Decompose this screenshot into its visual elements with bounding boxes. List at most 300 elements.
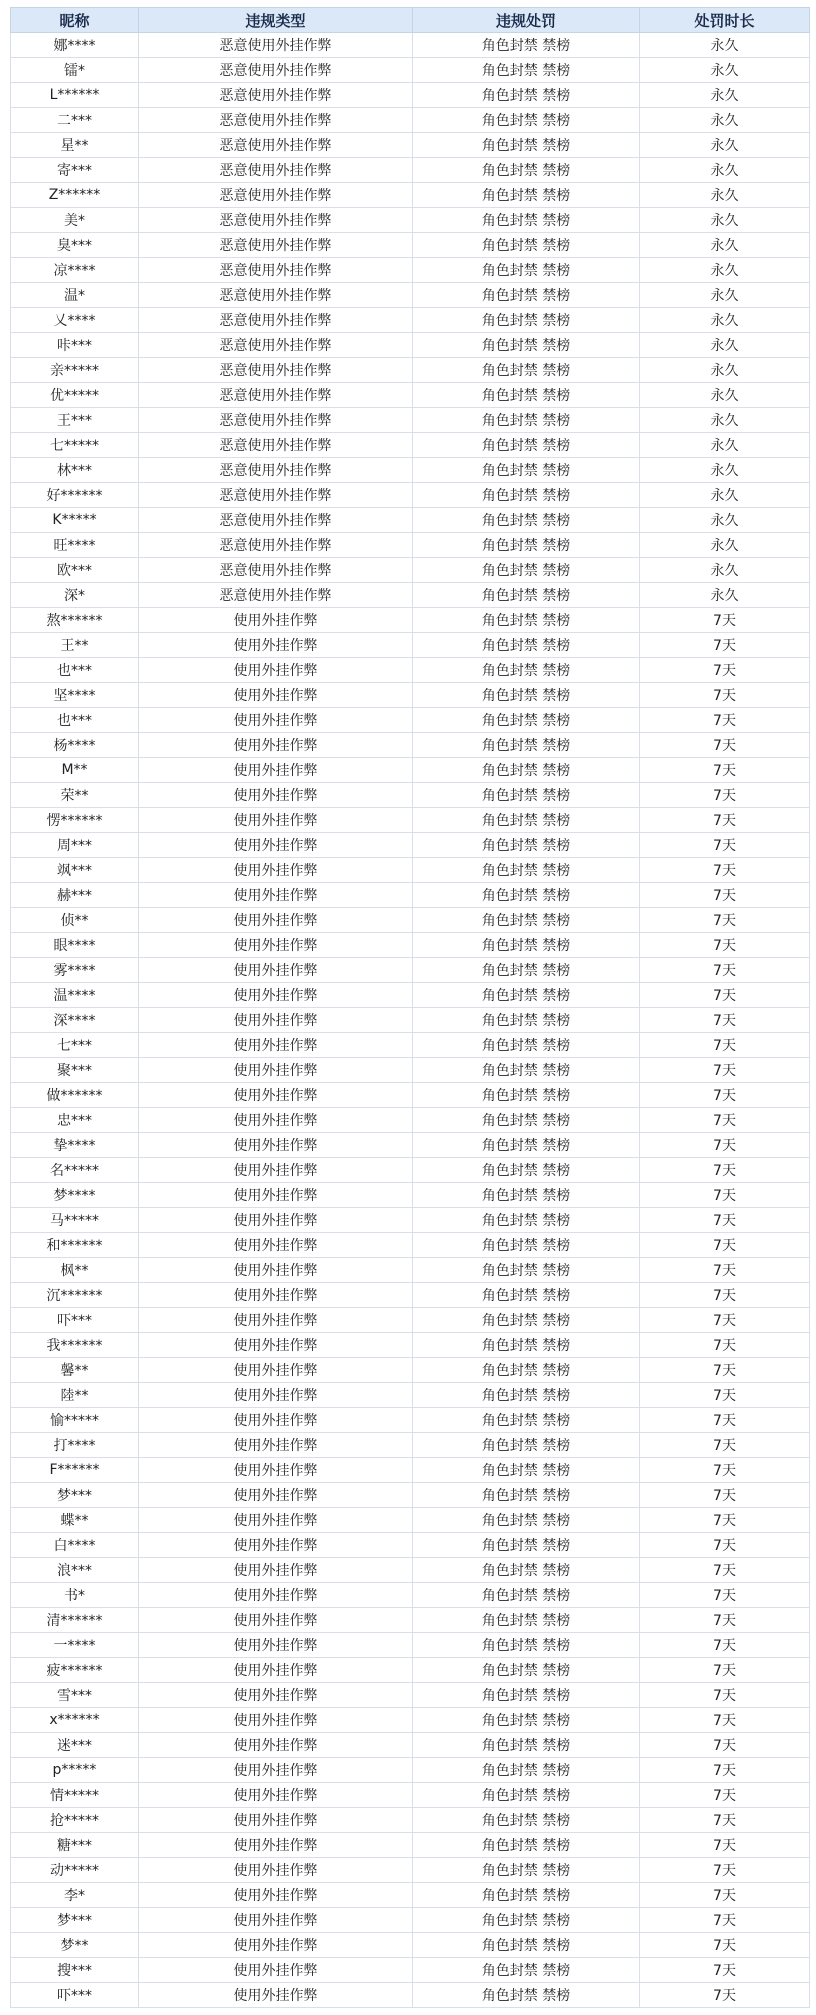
cell-violation-type: 使用外挂作弊 (139, 1858, 413, 1883)
cell-penalty: 角色封禁 禁榜 (413, 133, 640, 158)
cell-nickname: 也*** (11, 658, 139, 683)
table-row (11, 1408, 810, 1433)
cell-duration: 7天 (640, 983, 810, 1008)
cell-nickname: 美* (11, 208, 139, 233)
table-row (11, 383, 810, 408)
table-row (11, 1633, 810, 1658)
cell-violation-type: 使用外挂作弊 (139, 1933, 413, 1958)
cell-duration: 7天 (640, 1233, 810, 1258)
table-row (11, 1358, 810, 1383)
cell-nickname: 七*** (11, 1033, 139, 1058)
cell-nickname: 糖*** (11, 1833, 139, 1858)
table-row (11, 433, 810, 458)
cell-penalty: 角色封禁 禁榜 (413, 1758, 640, 1783)
cell-penalty: 角色封禁 禁榜 (413, 908, 640, 933)
cell-penalty: 角色封禁 禁榜 (413, 833, 640, 858)
cell-penalty: 角色封禁 禁榜 (413, 1108, 640, 1133)
cell-nickname: 搜*** (11, 1958, 139, 1983)
cell-nickname: x****** (11, 1708, 139, 1733)
cell-duration: 永久 (640, 583, 810, 608)
cell-nickname: 书* (11, 1583, 139, 1608)
cell-violation-type: 恶意使用外挂作弊 (139, 333, 413, 358)
cell-penalty: 角色封禁 禁榜 (413, 1808, 640, 1833)
cell-violation-type: 使用外挂作弊 (139, 1183, 413, 1208)
cell-violation-type: 使用外挂作弊 (139, 933, 413, 958)
cell-duration: 永久 (640, 158, 810, 183)
cell-nickname: 梦*** (11, 1483, 139, 1508)
cell-duration: 7天 (640, 1583, 810, 1608)
cell-penalty: 角色封禁 禁榜 (413, 33, 640, 58)
cell-penalty: 角色封禁 禁榜 (413, 1483, 640, 1508)
cell-duration: 7天 (640, 933, 810, 958)
cell-duration: 永久 (640, 108, 810, 133)
cell-penalty: 角色封禁 禁榜 (413, 1933, 640, 1958)
table-row (11, 533, 810, 558)
table-row (11, 508, 810, 533)
cell-nickname: 星** (11, 133, 139, 158)
table-row (11, 1333, 810, 1358)
header-duration: 处罚时长 (640, 8, 810, 33)
cell-penalty: 角色封禁 禁榜 (413, 808, 640, 833)
cell-duration: 7天 (640, 658, 810, 683)
cell-duration: 永久 (640, 483, 810, 508)
cell-nickname: 枫** (11, 1258, 139, 1283)
table-row (11, 1433, 810, 1458)
table-row (11, 808, 810, 833)
cell-duration: 7天 (640, 1483, 810, 1508)
cell-nickname: 咔*** (11, 333, 139, 358)
table-row (11, 1683, 810, 1708)
cell-penalty: 角色封禁 禁榜 (413, 708, 640, 733)
cell-duration: 7天 (640, 1358, 810, 1383)
cell-violation-type: 恶意使用外挂作弊 (139, 58, 413, 83)
cell-duration: 永久 (640, 533, 810, 558)
cell-violation-type: 恶意使用外挂作弊 (139, 408, 413, 433)
cell-penalty: 角色封禁 禁榜 (413, 233, 640, 258)
cell-nickname: p***** (11, 1758, 139, 1783)
table-row (11, 908, 810, 933)
cell-nickname: 蝶** (11, 1508, 139, 1533)
cell-nickname: 雾**** (11, 958, 139, 983)
cell-duration: 7天 (640, 1908, 810, 1933)
cell-violation-type: 使用外挂作弊 (139, 658, 413, 683)
cell-nickname: 浪*** (11, 1558, 139, 1583)
cell-duration: 7天 (640, 1833, 810, 1858)
table-row (11, 1383, 810, 1408)
cell-penalty: 角色封禁 禁榜 (413, 558, 640, 583)
cell-violation-type: 使用外挂作弊 (139, 1308, 413, 1333)
cell-duration: 永久 (640, 258, 810, 283)
cell-violation-type: 恶意使用外挂作弊 (139, 83, 413, 108)
table-row (11, 233, 810, 258)
table-row (11, 1208, 810, 1233)
cell-duration: 7天 (640, 1933, 810, 1958)
table-row (11, 1933, 810, 1958)
cell-nickname: 周*** (11, 833, 139, 858)
cell-violation-type: 使用外挂作弊 (139, 1483, 413, 1508)
cell-duration: 7天 (640, 1983, 810, 2008)
cell-duration: 7天 (640, 1308, 810, 1333)
cell-violation-type: 使用外挂作弊 (139, 1283, 413, 1308)
cell-penalty: 角色封禁 禁榜 (413, 358, 640, 383)
cell-nickname: 陸** (11, 1383, 139, 1408)
table-row (11, 258, 810, 283)
cell-duration: 7天 (640, 708, 810, 733)
cell-violation-type: 使用外挂作弊 (139, 1733, 413, 1758)
table-row (11, 308, 810, 333)
cell-duration: 7天 (640, 1208, 810, 1233)
cell-nickname: 动***** (11, 1858, 139, 1883)
cell-penalty: 角色封禁 禁榜 (413, 1533, 640, 1558)
cell-violation-type: 使用外挂作弊 (139, 1233, 413, 1258)
cell-violation-type: 使用外挂作弊 (139, 1358, 413, 1383)
table-row (11, 1058, 810, 1083)
cell-nickname: 镭* (11, 58, 139, 83)
table-row (11, 1883, 810, 1908)
cell-penalty: 角色封禁 禁榜 (413, 1208, 640, 1233)
cell-duration: 7天 (640, 1783, 810, 1808)
cell-penalty: 角色封禁 禁榜 (413, 758, 640, 783)
table-row (11, 1183, 810, 1208)
cell-violation-type: 使用外挂作弊 (139, 1258, 413, 1283)
cell-violation-type: 使用外挂作弊 (139, 758, 413, 783)
cell-nickname: 吓*** (11, 1308, 139, 1333)
cell-duration: 永久 (640, 133, 810, 158)
cell-violation-type: 使用外挂作弊 (139, 808, 413, 833)
table-row (11, 33, 810, 58)
cell-penalty: 角色封禁 禁榜 (413, 1033, 640, 1058)
cell-violation-type: 恶意使用外挂作弊 (139, 508, 413, 533)
table-row (11, 133, 810, 158)
table-row (11, 583, 810, 608)
cell-duration: 7天 (640, 633, 810, 658)
cell-penalty: 角色封禁 禁榜 (413, 733, 640, 758)
cell-duration: 7天 (640, 908, 810, 933)
table-row (11, 183, 810, 208)
cell-duration: 永久 (640, 283, 810, 308)
cell-penalty: 角色封禁 禁榜 (413, 383, 640, 408)
table-row (11, 633, 810, 658)
cell-penalty: 角色封禁 禁榜 (413, 583, 640, 608)
cell-penalty: 角色封禁 禁榜 (413, 1158, 640, 1183)
cell-duration: 7天 (640, 1383, 810, 1408)
cell-nickname: 白**** (11, 1533, 139, 1558)
cell-duration: 7天 (640, 1733, 810, 1758)
table-row (11, 58, 810, 83)
cell-violation-type: 使用外挂作弊 (139, 1083, 413, 1108)
cell-violation-type: 使用外挂作弊 (139, 1433, 413, 1458)
table-row (11, 933, 810, 958)
cell-nickname: 欧*** (11, 558, 139, 583)
cell-duration: 7天 (640, 1958, 810, 1983)
cell-penalty: 角色封禁 禁榜 (413, 1508, 640, 1533)
cell-penalty: 角色封禁 禁榜 (413, 1858, 640, 1883)
cell-nickname: M** (11, 758, 139, 783)
cell-violation-type: 恶意使用外挂作弊 (139, 133, 413, 158)
cell-nickname: 清****** (11, 1608, 139, 1633)
cell-violation-type: 恶意使用外挂作弊 (139, 533, 413, 558)
cell-duration: 7天 (640, 1533, 810, 1558)
cell-penalty: 角色封禁 禁榜 (413, 1183, 640, 1208)
cell-penalty: 角色封禁 禁榜 (413, 683, 640, 708)
cell-penalty: 角色封禁 禁榜 (413, 433, 640, 458)
cell-violation-type: 使用外挂作弊 (139, 1983, 413, 2008)
header-violation-type: 违规类型 (139, 8, 413, 33)
table-row (11, 783, 810, 808)
cell-violation-type: 恶意使用外挂作弊 (139, 483, 413, 508)
cell-penalty: 角色封禁 禁榜 (413, 458, 640, 483)
cell-nickname: 聚*** (11, 1058, 139, 1083)
cell-penalty: 角色封禁 禁榜 (413, 1783, 640, 1808)
cell-duration: 永久 (640, 458, 810, 483)
table-row (11, 358, 810, 383)
cell-violation-type: 使用外挂作弊 (139, 1383, 413, 1408)
cell-violation-type: 使用外挂作弊 (139, 1508, 413, 1533)
cell-violation-type: 使用外挂作弊 (139, 683, 413, 708)
cell-penalty: 角色封禁 禁榜 (413, 158, 640, 183)
cell-duration: 永久 (640, 408, 810, 433)
cell-duration: 7天 (640, 758, 810, 783)
table-row (11, 1158, 810, 1183)
cell-nickname: 优***** (11, 383, 139, 408)
cell-penalty: 角色封禁 禁榜 (413, 308, 640, 333)
cell-violation-type: 使用外挂作弊 (139, 1658, 413, 1683)
cell-duration: 7天 (640, 1683, 810, 1708)
cell-duration: 7天 (640, 1508, 810, 1533)
cell-violation-type: 使用外挂作弊 (139, 1683, 413, 1708)
table-row (11, 1508, 810, 1533)
cell-nickname: 雪*** (11, 1683, 139, 1708)
cell-penalty: 角色封禁 禁榜 (413, 1658, 640, 1683)
cell-nickname: 抢***** (11, 1808, 139, 1833)
cell-nickname: 娜**** (11, 33, 139, 58)
table-row (11, 333, 810, 358)
cell-violation-type: 使用外挂作弊 (139, 783, 413, 808)
cell-penalty: 角色封禁 禁榜 (413, 1333, 640, 1358)
cell-violation-type: 使用外挂作弊 (139, 633, 413, 658)
cell-violation-type: 恶意使用外挂作弊 (139, 458, 413, 483)
cell-penalty: 角色封禁 禁榜 (413, 1908, 640, 1933)
cell-nickname: 亲***** (11, 358, 139, 383)
cell-penalty: 角色封禁 禁榜 (413, 58, 640, 83)
cell-duration: 7天 (640, 1258, 810, 1283)
cell-violation-type: 使用外挂作弊 (139, 1708, 413, 1733)
cell-penalty: 角色封禁 禁榜 (413, 1008, 640, 1033)
table-row (11, 1083, 810, 1108)
cell-duration: 7天 (640, 683, 810, 708)
cell-nickname: K***** (11, 508, 139, 533)
table-row (11, 1783, 810, 1808)
cell-nickname: 二*** (11, 108, 139, 133)
cell-violation-type: 使用外挂作弊 (139, 983, 413, 1008)
table-row (11, 1458, 810, 1483)
cell-duration: 7天 (640, 1183, 810, 1208)
cell-penalty: 角色封禁 禁榜 (413, 1558, 640, 1583)
cell-nickname: 我****** (11, 1333, 139, 1358)
cell-duration: 永久 (640, 183, 810, 208)
table-row (11, 1608, 810, 1633)
table-row (11, 1733, 810, 1758)
cell-violation-type: 使用外挂作弊 (139, 908, 413, 933)
cell-violation-type: 恶意使用外挂作弊 (139, 258, 413, 283)
cell-violation-type: 使用外挂作弊 (139, 1883, 413, 1908)
cell-nickname: 梦** (11, 1933, 139, 1958)
table-row (11, 1483, 810, 1508)
cell-violation-type: 恶意使用外挂作弊 (139, 433, 413, 458)
cell-violation-type: 使用外挂作弊 (139, 1033, 413, 1058)
cell-penalty: 角色封禁 禁榜 (413, 108, 640, 133)
cell-penalty: 角色封禁 禁榜 (413, 508, 640, 533)
table-row (11, 483, 810, 508)
cell-penalty: 角色封禁 禁榜 (413, 958, 640, 983)
cell-nickname: 侦** (11, 908, 139, 933)
cell-violation-type: 使用外挂作弊 (139, 608, 413, 633)
cell-penalty: 角色封禁 禁榜 (413, 1433, 640, 1458)
table-row (11, 858, 810, 883)
table-row (11, 708, 810, 733)
cell-violation-type: 使用外挂作弊 (139, 1758, 413, 1783)
cell-nickname: 荣** (11, 783, 139, 808)
cell-penalty: 角色封禁 禁榜 (413, 258, 640, 283)
cell-duration: 7天 (640, 958, 810, 983)
cell-duration: 永久 (640, 58, 810, 83)
cell-nickname: 臭*** (11, 233, 139, 258)
cell-penalty: 角色封禁 禁榜 (413, 783, 640, 808)
table-row (11, 1008, 810, 1033)
cell-nickname: 一**** (11, 1633, 139, 1658)
cell-nickname: 忠*** (11, 1108, 139, 1133)
cell-nickname: 林*** (11, 458, 139, 483)
cell-nickname: 梦*** (11, 1908, 139, 1933)
cell-penalty: 角色封禁 禁榜 (413, 1583, 640, 1608)
cell-violation-type: 恶意使用外挂作弊 (139, 183, 413, 208)
cell-nickname: 沉****** (11, 1283, 139, 1308)
cell-nickname: 杨**** (11, 733, 139, 758)
table-row (11, 958, 810, 983)
cell-violation-type: 使用外挂作弊 (139, 1133, 413, 1158)
table-row (11, 1233, 810, 1258)
cell-nickname: 乂**** (11, 308, 139, 333)
cell-nickname: 疲****** (11, 1658, 139, 1683)
cell-nickname: 温* (11, 283, 139, 308)
cell-duration: 永久 (640, 433, 810, 458)
cell-nickname: 做****** (11, 1083, 139, 1108)
cell-penalty: 角色封禁 禁榜 (413, 883, 640, 908)
table-row (11, 758, 810, 783)
cell-duration: 永久 (640, 33, 810, 58)
cell-duration: 7天 (640, 858, 810, 883)
cell-penalty: 角色封禁 禁榜 (413, 1458, 640, 1483)
cell-duration: 7天 (640, 1883, 810, 1908)
cell-duration: 7天 (640, 1108, 810, 1133)
cell-penalty: 角色封禁 禁榜 (413, 1058, 640, 1083)
table-row (11, 658, 810, 683)
cell-violation-type: 恶意使用外挂作弊 (139, 158, 413, 183)
cell-nickname: 名***** (11, 1158, 139, 1183)
cell-duration: 7天 (640, 1433, 810, 1458)
cell-nickname: 好****** (11, 483, 139, 508)
cell-nickname: 和****** (11, 1233, 139, 1258)
cell-penalty: 角色封禁 禁榜 (413, 533, 640, 558)
cell-violation-type: 使用外挂作弊 (139, 1458, 413, 1483)
cell-penalty: 角色封禁 禁榜 (413, 1258, 640, 1283)
cell-duration: 7天 (640, 1008, 810, 1033)
cell-nickname: 七***** (11, 433, 139, 458)
cell-duration: 永久 (640, 208, 810, 233)
table-row (11, 1708, 810, 1733)
cell-violation-type: 使用外挂作弊 (139, 733, 413, 758)
cell-duration: 7天 (640, 783, 810, 808)
cell-penalty: 角色封禁 禁榜 (413, 633, 640, 658)
cell-violation-type: 恶意使用外挂作弊 (139, 33, 413, 58)
cell-violation-type: 恶意使用外挂作弊 (139, 358, 413, 383)
cell-penalty: 角色封禁 禁榜 (413, 1083, 640, 1108)
table-row (11, 733, 810, 758)
table-row (11, 608, 810, 633)
cell-penalty: 角色封禁 禁榜 (413, 183, 640, 208)
cell-nickname: 打**** (11, 1433, 139, 1458)
table-row (11, 1533, 810, 1558)
cell-penalty: 角色封禁 禁榜 (413, 1233, 640, 1258)
cell-duration: 7天 (640, 1608, 810, 1633)
cell-violation-type: 恶意使用外挂作弊 (139, 283, 413, 308)
cell-penalty: 角色封禁 禁榜 (413, 1883, 640, 1908)
cell-nickname: 吓*** (11, 1983, 139, 2008)
table-row (11, 1133, 810, 1158)
table-row (11, 1833, 810, 1858)
header-penalty: 违规处罚 (413, 8, 640, 33)
cell-violation-type: 恶意使用外挂作弊 (139, 233, 413, 258)
cell-violation-type: 使用外挂作弊 (139, 883, 413, 908)
cell-duration: 7天 (640, 1133, 810, 1158)
cell-penalty: 角色封禁 禁榜 (413, 408, 640, 433)
cell-nickname: 深* (11, 583, 139, 608)
table-row (11, 883, 810, 908)
cell-nickname: 飒*** (11, 858, 139, 883)
cell-violation-type: 恶意使用外挂作弊 (139, 308, 413, 333)
table-row (11, 458, 810, 483)
cell-penalty: 角色封禁 禁榜 (413, 1383, 640, 1408)
cell-duration: 永久 (640, 383, 810, 408)
cell-violation-type: 恶意使用外挂作弊 (139, 558, 413, 583)
cell-violation-type: 使用外挂作弊 (139, 858, 413, 883)
cell-nickname: 温**** (11, 983, 139, 1008)
cell-violation-type: 使用外挂作弊 (139, 1558, 413, 1583)
cell-penalty: 角色封禁 禁榜 (413, 1683, 640, 1708)
cell-duration: 7天 (640, 1558, 810, 1583)
cell-penalty: 角色封禁 禁榜 (413, 983, 640, 1008)
cell-nickname: 迷*** (11, 1733, 139, 1758)
cell-duration: 7天 (640, 833, 810, 858)
cell-violation-type: 使用外挂作弊 (139, 1583, 413, 1608)
table-row (11, 1583, 810, 1608)
cell-nickname: 情***** (11, 1783, 139, 1808)
cell-violation-type: 使用外挂作弊 (139, 1108, 413, 1133)
cell-violation-type: 恶意使用外挂作弊 (139, 108, 413, 133)
ban-list-table (10, 7, 810, 2008)
cell-violation-type: 使用外挂作弊 (139, 1608, 413, 1633)
cell-duration: 7天 (640, 1058, 810, 1083)
cell-duration: 7天 (640, 1033, 810, 1058)
table-row (11, 108, 810, 133)
table-row (11, 283, 810, 308)
table-row (11, 683, 810, 708)
cell-duration: 7天 (640, 1808, 810, 1833)
cell-violation-type: 使用外挂作弊 (139, 833, 413, 858)
cell-duration: 7天 (640, 608, 810, 633)
cell-penalty: 角色封禁 禁榜 (413, 1708, 640, 1733)
cell-penalty: 角色封禁 禁榜 (413, 1633, 640, 1658)
